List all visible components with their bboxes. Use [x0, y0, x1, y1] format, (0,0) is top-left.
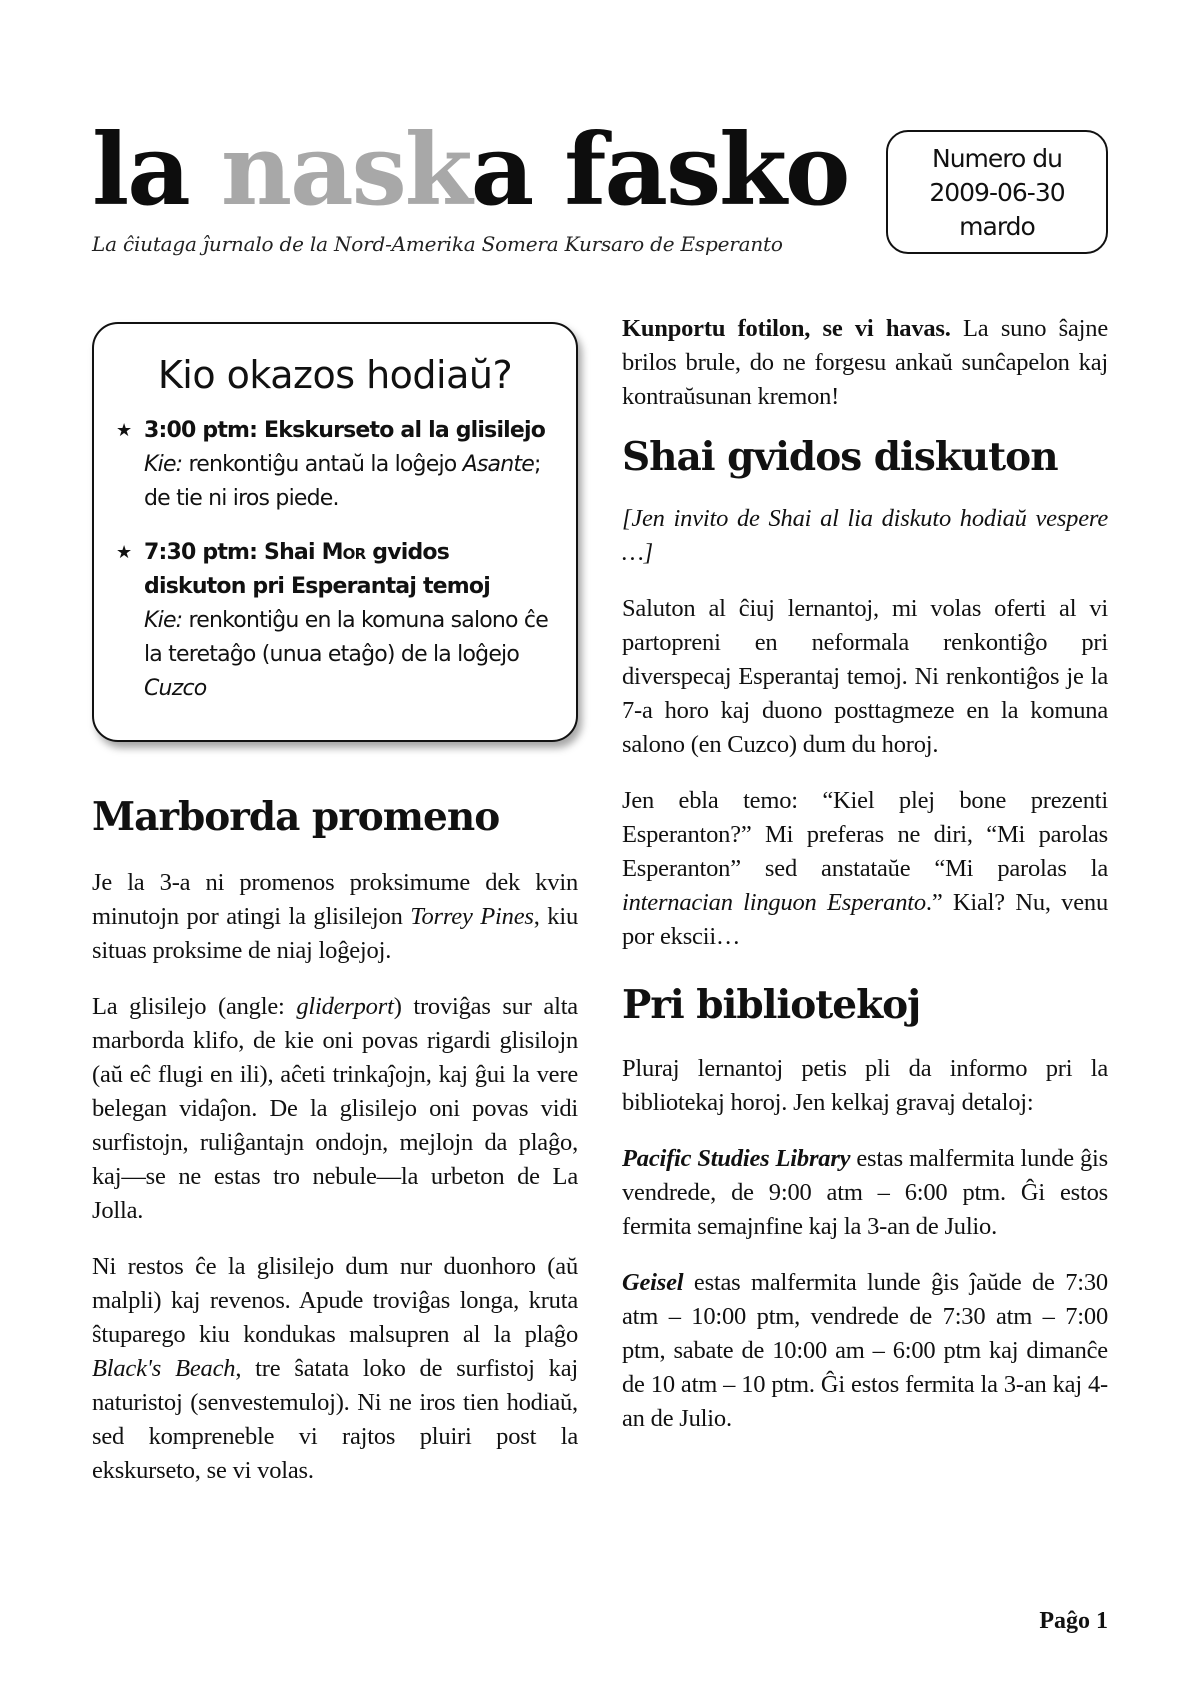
- page-number: Paĝo 1: [1039, 1608, 1108, 1634]
- event-where-label: Kie:: [144, 608, 183, 633]
- events-title: Kio okazos hodiaŭ?: [157, 353, 513, 397]
- newspaper-title: [92, 112, 872, 230]
- event-where-rest: ; de tie ni iros piede.: [144, 452, 541, 511]
- text-run: .” Kial? Nu, venu por ekscii…: [622, 889, 1108, 950]
- issue-date: 2009-06-30: [929, 178, 1065, 207]
- text-run-bold: Kunportu fotilon, se vi havas.: [622, 315, 951, 342]
- issue-number: Numero du: [932, 144, 1062, 173]
- text-run: Ni restos ĉe la glisilejo dum nur duonhoro (aŭ malpli) kaj revenos. Apude troviĝas longa, kruta ŝtuparego kiu kondukas malsupren al la plaĝo: [92, 1253, 578, 1348]
- title-part-3: a fasko: [470, 113, 849, 228]
- text-run: Je la 3-a ni promenos proksimume dek kvin minutojn por atingi la glisilejon: [92, 869, 578, 930]
- text-run: Jen ebla temo: “Kiel plej bone prezenti Esperanton?” Mi preferas ne diri, “Mi parolas Esperanton” sed anstataŭe “Mi parolas la: [622, 787, 1108, 882]
- shai-paragraph: Saluton al ĉiuj lernantoj, mi volas oferti al vi partopreni en neformala renkontiĝo pri diverspecaj Esperantaj temoj. Ni renkontiĝos je la 7-a horo kaj duono posttagmeze en la komuna salono (en Cuzco) dum du horoj.: [622, 595, 1108, 758]
- event-where-place: Asante: [462, 452, 534, 477]
- text-run-italic: gliderport: [296, 993, 394, 1020]
- text-run: ) troviĝas sur alta marborda klifo, de kie oni povas rigardi glisilojn (aŭ eĉ flugi en ili), aĉeti trinkaĵojn, kaj ĝui la vere belegan vidaĵon. De la glisilejo oni povas vidi surfistojn, ruliĝantajn ondojn, mejlojn da plaĝo, kaj—se ne estas tro nebule—la urbeton de La Jolla.: [92, 993, 578, 1224]
- event-time-title: 3:00 ptm: Ekskurseto al la glisilejo: [144, 418, 546, 443]
- event-time-title-a: 7:30 ptm: Shai: [144, 540, 322, 565]
- marborda-heading: Marborda promeno: [92, 794, 500, 840]
- text-run: La suno ŝajne brilos brule, do ne forgesu ankaŭ sunĉapelon kaj kontraŭsunan kremon!: [622, 315, 1108, 410]
- event-where-text: renkontiĝu antaŭ la loĝejo: [182, 452, 463, 477]
- right-column: [622, 312, 1108, 1436]
- event-item: [114, 414, 556, 516]
- events-box: [92, 322, 578, 742]
- biblio-paragraph: [622, 1142, 1108, 1244]
- shai-heading: Shai gvidos diskuton: [622, 434, 1058, 480]
- text-run-italic: Torrey Pines: [410, 903, 534, 930]
- newspaper-subtitle: La ĉiutaga ĵurnalo de la Nord-Amerika Somera Kursaro de Esperanto: [92, 232, 783, 256]
- event-where-label: Kie:: [144, 452, 183, 477]
- text-run: , kiu situas proksime de niaj loĝejoj.: [92, 903, 578, 964]
- text-run: La glisilejo (angle:: [92, 993, 297, 1020]
- event-item: [114, 536, 556, 706]
- issue-weekday: mardo: [959, 212, 1035, 241]
- event-where-place: Cuzco: [144, 676, 207, 701]
- event-time-title-b: gvidos diskuton pri Esperantaj temoj: [144, 540, 490, 599]
- library-name: Pacific Studies Library: [622, 1145, 851, 1172]
- title-part-1: la: [92, 113, 221, 228]
- left-column: [92, 322, 578, 1488]
- intro-paragraph: [622, 312, 1108, 414]
- text-run: , tre ŝatata loko de surfistoj kaj naturistoj (senvestemuloj). Ni ne iros tien hodiaŭ, sed kompreneble vi rajtos pluiri post la ekskurseto, se vi volas.: [92, 1355, 578, 1484]
- event-time-title: [144, 536, 556, 604]
- marborda-paragraph: [92, 990, 578, 1228]
- library-name: Geisel: [622, 1269, 684, 1296]
- marborda-paragraph: [92, 1250, 578, 1488]
- star-icon: ★: [116, 542, 132, 563]
- text-run-italic: Black's Beach: [92, 1355, 236, 1382]
- event-where-text: renkontiĝu en la komuna salono ĉe la teretaĝo (unua etaĝo) de la loĝejo: [144, 608, 548, 667]
- shai-paragraph: [622, 784, 1108, 954]
- text-run-italic: internacian linguon Esperanto: [622, 889, 926, 916]
- masthead: [92, 112, 872, 256]
- biblio-paragraph: Pluraj lernantoj petis pli da informo pri la bibliotekaj horoj. Jen kelkaj gravaj detaloj:: [622, 1055, 1108, 1116]
- biblio-heading: Pri bibliotekoj: [622, 982, 921, 1028]
- star-icon: ★: [116, 420, 132, 441]
- biblio-paragraph: [622, 1266, 1108, 1436]
- shai-note: [Jen invito de Shai al lia diskuto hodiaŭ vespere …]: [622, 505, 1108, 566]
- title-part-2: nask: [220, 113, 471, 228]
- issue-box: [886, 130, 1108, 254]
- event-time-title-sc: Mor: [321, 540, 366, 565]
- text-run: estas malfermita lunde ĝis ĵaŭde de 7:30 atm – 10:00 ptm, vendrede de 7:30 atm – 7:00 ptm, sabate de 10:00 am – 6:00 ptm kaj dimanĉe de 10 atm – 10 ptm. Ĝi estos fermita la 3-an kaj 4-an de Julio.: [622, 1269, 1108, 1432]
- marborda-paragraph: [92, 866, 578, 968]
- text-run: estas malfermita lunde ĝis vendrede, de 9:00 atm – 6:00 ptm. Ĝi estos fermita semajnfine kaj la 3-an de Julio.: [622, 1145, 1108, 1240]
